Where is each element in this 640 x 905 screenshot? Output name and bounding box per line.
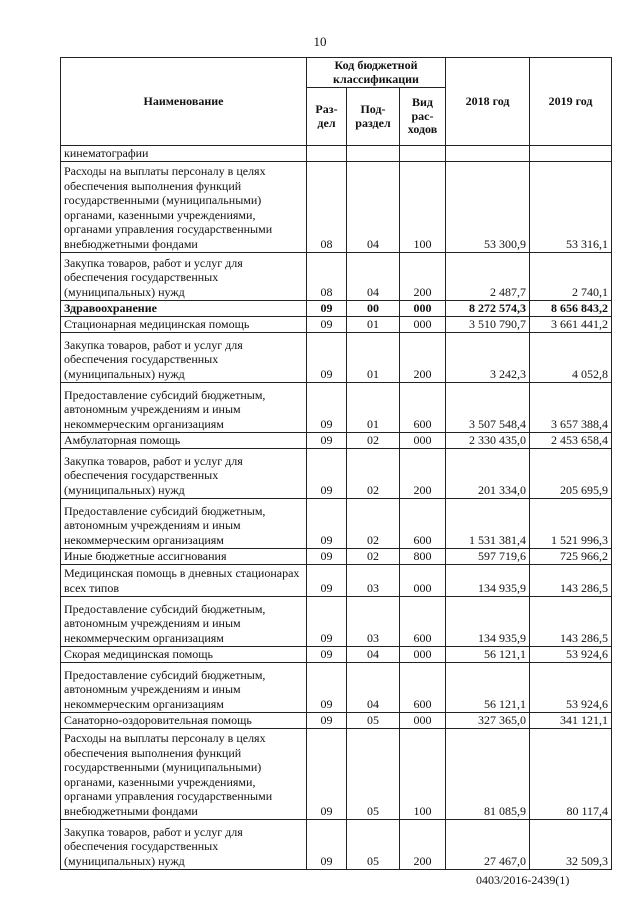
header-vid: Вид рас-ходов [400,88,446,146]
row-name-cell: Закупка товаров, работ и услуг для обеспечения государственных (муниципальных) нужд [61,332,307,382]
document-code: 0403/2016-2439(1) [476,873,570,887]
row-2018-cell [446,146,530,162]
row-2018-cell: 56 121,1 [446,646,530,662]
budget-table [60,57,612,870]
row-2018-cell: 3 510 790,7 [446,316,530,332]
row-vid-cell: 600 [400,382,446,432]
row-2018-cell: 53 300,9 [446,161,530,252]
row-vid-cell: 200 [400,252,446,300]
row-2019-cell: 4 052,8 [530,332,612,382]
row-2018-cell: 56 121,1 [446,662,530,712]
row-podrazdel-cell: 02 [347,432,400,448]
row-vid-cell: 200 [400,448,446,498]
table-row [61,300,612,316]
table-row [61,819,612,869]
row-name-cell: Медицинская помощь в дневных стационарах всех типов [61,564,307,596]
header-year-2018: 2018 год [446,58,530,146]
row-vid-cell: 800 [400,548,446,564]
row-name-cell: кинематографии [61,146,307,162]
table-row [61,712,612,728]
table-row [61,161,612,252]
row-2018-cell: 134 935,9 [446,596,530,646]
row-2019-cell: 2 453 658,4 [530,432,612,448]
row-vid-cell: 000 [400,712,446,728]
row-vid-cell: 100 [400,161,446,252]
table-row [61,382,612,432]
header-razdel: Раз-дел [307,88,347,146]
row-name-cell: Предоставление субсидий бюджетным, автономным учреждениям и иным некоммерческим организациям [61,382,307,432]
row-razdel-cell: 09 [307,564,347,596]
row-name-cell: Закупка товаров, работ и услуг для обеспечения государственных (муниципальных) нужд [61,819,307,869]
row-razdel-cell: 09 [307,712,347,728]
row-2018-cell: 327 365,0 [446,712,530,728]
table-row [61,596,612,646]
header-name: Наименование [61,58,307,146]
row-2019-cell: 1 521 996,3 [530,498,612,548]
row-razdel-cell [307,146,347,162]
row-name-cell: Здравоохранение [61,300,307,316]
row-2019-cell: 53 924,6 [530,662,612,712]
row-2019-cell: 341 121,1 [530,712,612,728]
row-vid-cell: 000 [400,564,446,596]
row-podrazdel-cell: 05 [347,728,400,819]
row-podrazdel-cell: 04 [347,646,400,662]
row-podrazdel-cell: 00 [347,300,400,316]
row-2018-cell: 2 487,7 [446,252,530,300]
row-vid-cell: 600 [400,596,446,646]
row-podrazdel-cell: 01 [347,382,400,432]
row-2019-cell: 3 661 441,2 [530,316,612,332]
row-2018-cell: 81 085,9 [446,728,530,819]
row-2019-cell: 8 656 843,2 [530,300,612,316]
table-row [61,498,612,548]
table-row [61,662,612,712]
header-code-group: Код бюджетной классификации [307,58,446,88]
row-razdel-cell: 09 [307,646,347,662]
row-name-cell: Предоставление субсидий бюджетным, автономным учреждениям и иным некоммерческим организациям [61,596,307,646]
row-vid-cell: 600 [400,498,446,548]
row-razdel-cell: 08 [307,161,347,252]
row-vid-cell: 000 [400,300,446,316]
row-podrazdel-cell: 04 [347,161,400,252]
row-razdel-cell: 09 [307,662,347,712]
row-name-cell: Скорая медицинская помощь [61,646,307,662]
row-razdel-cell: 08 [307,252,347,300]
row-2019-cell: 53 316,1 [530,161,612,252]
row-2019-cell [530,146,612,162]
table-row [61,332,612,382]
row-name-cell: Предоставление субсидий бюджетным, автономным учреждениям и иным некоммерческим организациям [61,498,307,548]
row-name-cell: Предоставление субсидий бюджетным, автономным учреждениям и иным некоммерческим организациям [61,662,307,712]
row-vid-cell: 000 [400,646,446,662]
row-2019-cell: 2 740,1 [530,252,612,300]
row-podrazdel-cell: 02 [347,448,400,498]
header-podrazdel: Под-раздел [347,88,400,146]
row-podrazdel-cell: 05 [347,819,400,869]
row-name-cell: Амбулаторная помощь [61,432,307,448]
row-vid-cell: 000 [400,432,446,448]
row-name-cell: Стационарная медицинская помощь [61,316,307,332]
table-row [61,646,612,662]
row-vid-cell: 600 [400,662,446,712]
row-razdel-cell: 09 [307,316,347,332]
row-podrazdel-cell [347,146,400,162]
row-podrazdel-cell: 02 [347,548,400,564]
row-2019-cell: 80 117,4 [530,728,612,819]
table-row [61,448,612,498]
row-razdel-cell: 09 [307,382,347,432]
row-2018-cell: 27 467,0 [446,819,530,869]
row-2018-cell: 1 531 381,4 [446,498,530,548]
row-2019-cell: 725 966,2 [530,548,612,564]
row-2018-cell: 3 242,3 [446,332,530,382]
table-row [61,252,612,300]
row-podrazdel-cell: 01 [347,316,400,332]
row-2018-cell: 2 330 435,0 [446,432,530,448]
row-vid-cell: 200 [400,332,446,382]
row-2019-cell: 53 924,6 [530,646,612,662]
row-razdel-cell: 09 [307,498,347,548]
row-2019-cell: 143 286,5 [530,564,612,596]
row-razdel-cell: 09 [307,448,347,498]
table-header [61,58,612,146]
row-vid-cell [400,146,446,162]
row-name-cell: Санаторно-оздоровительная помощь [61,712,307,728]
row-name-cell: Закупка товаров, работ и услуг для обеспечения государственных (муниципальных) нужд [61,252,307,300]
row-podrazdel-cell: 04 [347,252,400,300]
row-2019-cell: 143 286,5 [530,596,612,646]
row-podrazdel-cell: 03 [347,564,400,596]
row-name-cell: Расходы на выплаты персоналу в целях обеспечения выполнения функций государственными (муниципальными) органами, казенными учреждениями, органами управления государственными внебюджетными фондами [61,728,307,819]
row-2019-cell: 3 657 388,4 [530,382,612,432]
row-razdel-cell: 09 [307,548,347,564]
row-2018-cell: 134 935,9 [446,564,530,596]
row-podrazdel-cell: 05 [347,712,400,728]
header-year-2019: 2019 год [530,58,612,146]
row-vid-cell: 100 [400,728,446,819]
row-name-cell: Иные бюджетные ассигнования [61,548,307,564]
row-2018-cell: 201 334,0 [446,448,530,498]
row-razdel-cell: 09 [307,300,347,316]
row-2019-cell: 205 695,9 [530,448,612,498]
row-podrazdel-cell: 02 [347,498,400,548]
row-razdel-cell: 09 [307,728,347,819]
row-vid-cell: 200 [400,819,446,869]
row-vid-cell: 000 [400,316,446,332]
row-name-cell: Расходы на выплаты персоналу в целях обеспечения выполнения функций государственными (муниципальными) органами, казенными учреждениями, органами управления государственными внебюджетными фондами [61,161,307,252]
page-number: 10 [313,34,327,49]
row-razdel-cell: 09 [307,819,347,869]
row-podrazdel-cell: 03 [347,596,400,646]
table-row [61,316,612,332]
table-row [61,728,612,819]
row-podrazdel-cell: 01 [347,332,400,382]
row-razdel-cell: 09 [307,432,347,448]
row-2018-cell: 8 272 574,3 [446,300,530,316]
row-podrazdel-cell: 04 [347,662,400,712]
row-razdel-cell: 09 [307,596,347,646]
table-row [61,564,612,596]
table-row [61,146,612,162]
table-row [61,432,612,448]
row-2019-cell: 32 509,3 [530,819,612,869]
row-razdel-cell: 09 [307,332,347,382]
row-2018-cell: 3 507 548,4 [446,382,530,432]
table-body [61,146,612,870]
row-2018-cell: 597 719,6 [446,548,530,564]
table-row [61,548,612,564]
row-name-cell: Закупка товаров, работ и услуг для обеспечения государственных (муниципальных) нужд [61,448,307,498]
